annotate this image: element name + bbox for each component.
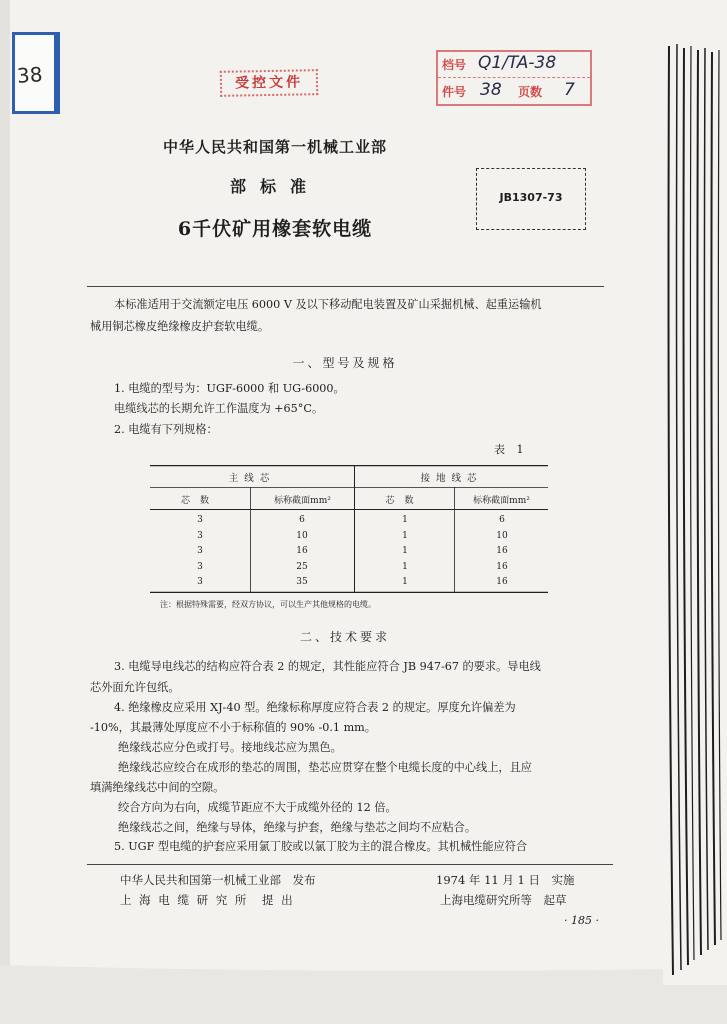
section-2-line-9: 绝缘线芯之间，绝缘与导体，绝缘与护套，绝缘与垫芯之间均不应粘合。 — [118, 821, 477, 834]
archive-value-2: 38 — [480, 80, 502, 100]
document-title: 6千伏矿用橡套软电缆 — [177, 218, 373, 240]
table-group-ground: 接地线芯 — [420, 473, 483, 484]
footer-issuer: 中华人民共和国第一机械工业部 发布 — [120, 873, 316, 887]
archive-label-3: 页数 — [518, 85, 543, 99]
standard-code-box — [476, 168, 586, 230]
section-1-line-3: 2. 电缆有下列规格： — [114, 423, 218, 436]
footer-proposer: 上 海 电 缆 研 究 所 提 出 — [120, 893, 295, 907]
footer-effective-date: 1974 年 11 月 1 日 实施 — [436, 873, 575, 887]
standard-type: 部标准 — [229, 177, 320, 196]
section-2-line-4: -10%，其最薄处厚度应不小于标称值的 90% -0.1 mm。 — [90, 721, 376, 734]
table-header-cores-ground: 芯数 — [385, 496, 424, 506]
page-number: · 185 · — [564, 914, 599, 927]
footer-rule — [87, 864, 613, 865]
table-header-section-main: 标称截面mm² — [274, 496, 331, 506]
section-2-line-6: 绝缘线芯应绞合在成形的垫芯的周围，垫芯应贯穿在整个电缆长度的中心线上，且应 — [118, 761, 532, 774]
header-rule — [87, 286, 604, 287]
section-2-line-3: 4. 绝缘橡皮应采用 XJ-40 型。绝缘标称厚度应符合表 2 的规定。厚度允许偏差为 — [114, 701, 516, 714]
section-2-heading: 二、技术要求 — [299, 630, 390, 644]
archive-value-1: Q1/TA-38 — [478, 53, 557, 73]
intro-line-1: 本标准适用于交流额定电压 6000 V 及以下移动配电装置及矿山采掘机械、起重运输机 — [114, 298, 542, 311]
table-group-main: 主线芯 — [228, 473, 276, 484]
corner-number: 38 — [16, 62, 44, 88]
section-1-line-2: 电缆线芯的长期允许工作温度为 +65°C。 — [114, 402, 324, 415]
section-2-line-2: 芯外面允许包纸。 — [90, 681, 180, 694]
section-1-line-1: 1. 电缆的型号为：UGF-6000 和 UG-6000。 — [114, 382, 345, 395]
table-header-cores-main: 芯数 — [180, 496, 219, 506]
section-2-line-5: 绝缘线芯应分色或打号。接地线芯应为黑色。 — [118, 741, 342, 754]
controlled-document-stamp: 受控文件 — [220, 69, 318, 97]
section-2-line-8: 绞合方向为右向，成缆节距应不大于成缆外径的 12 倍。 — [118, 801, 397, 814]
table-header-section-ground: 标称截面mm² — [473, 496, 530, 506]
section-1-heading: 一、型号及规格 — [292, 356, 398, 370]
archive-label-2: 件号 — [442, 85, 467, 99]
footer-drafter: 上海电缆研究所等 起草 — [440, 893, 567, 907]
archive-stamp — [436, 50, 592, 106]
ministry-name: 中华人民共和国第一机械工业部 — [162, 138, 387, 156]
table-note: 注：根据特殊需要，经双方协议，可以生产其他规格的电缆。 — [160, 600, 376, 609]
table-caption: 表 1 — [494, 443, 528, 456]
section-2-line-7: 填满绝缘线芯中间的空隙。 — [90, 781, 225, 794]
archive-corner-tag — [12, 32, 60, 114]
page-stack-edge — [663, 40, 727, 985]
standard-code: JB1307-73 — [499, 191, 563, 204]
section-2-line-1: 3. 电缆导电线芯的结构应符合表 2 的规定，其性能应符合 JB 947-67 的要求。导电线 — [114, 660, 541, 673]
archive-label-1: 档号 — [442, 58, 467, 72]
intro-line-2: 械用铜芯橡皮绝缘橡皮护套软电缆。 — [90, 320, 270, 333]
section-2-line-10: 5. UGF 型电缆的护套应采用氯丁胶或以氯丁胶为主的混合橡皮。其机械性能应符合 — [114, 840, 528, 853]
spec-table: 主线芯 接地线芯 芯数 标称截面mm² 芯数 标称截面mm² 3 6 1 6 3 10 1 10 3 16 1 16 3 25 1 16 3 35 1 16 — [150, 465, 548, 593]
archive-value-3: 7 — [564, 80, 575, 100]
table-grid — [150, 465, 548, 593]
